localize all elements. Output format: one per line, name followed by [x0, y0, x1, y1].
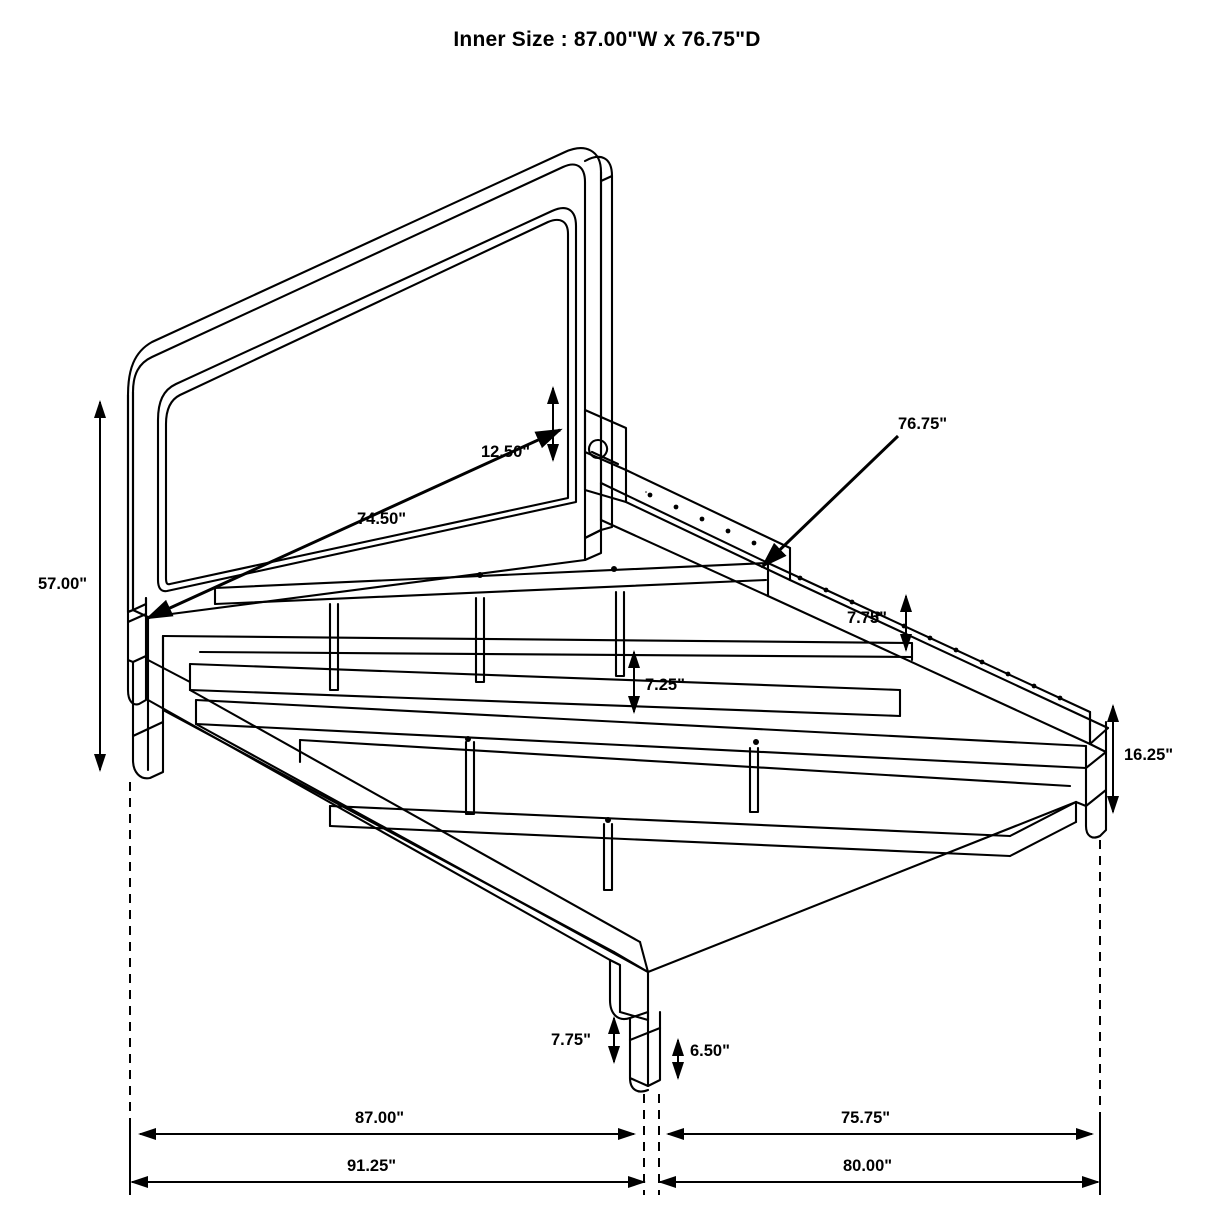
dim-label-panel-width: 74.50"	[357, 510, 407, 528]
dim-label-overall-width: 91.25"	[347, 1157, 397, 1175]
dim-label-inner-depth: 76.75"	[898, 415, 948, 433]
dim-label-leg-height: 6.50"	[690, 1042, 730, 1060]
dim-label-footrail-height: 7.75"	[551, 1031, 591, 1049]
dim-label-overall-depth: 80.00"	[843, 1157, 893, 1175]
dim-label-footboard-height: 16.25"	[1124, 746, 1174, 764]
page-title: Inner Size : 87.00"W x 76.75"D	[453, 28, 761, 51]
dim-label-rail-height: 7.75"	[847, 609, 887, 627]
dim-label-overall-height: 57.00"	[38, 575, 88, 593]
dim-label-side-depth: 75.75"	[841, 1109, 891, 1127]
dim-label-slat-clearance: 7.25"	[645, 676, 685, 694]
dim-label-panel-height: 12.50"	[481, 443, 531, 461]
dim-label-inner-width: 87.00"	[355, 1109, 405, 1127]
